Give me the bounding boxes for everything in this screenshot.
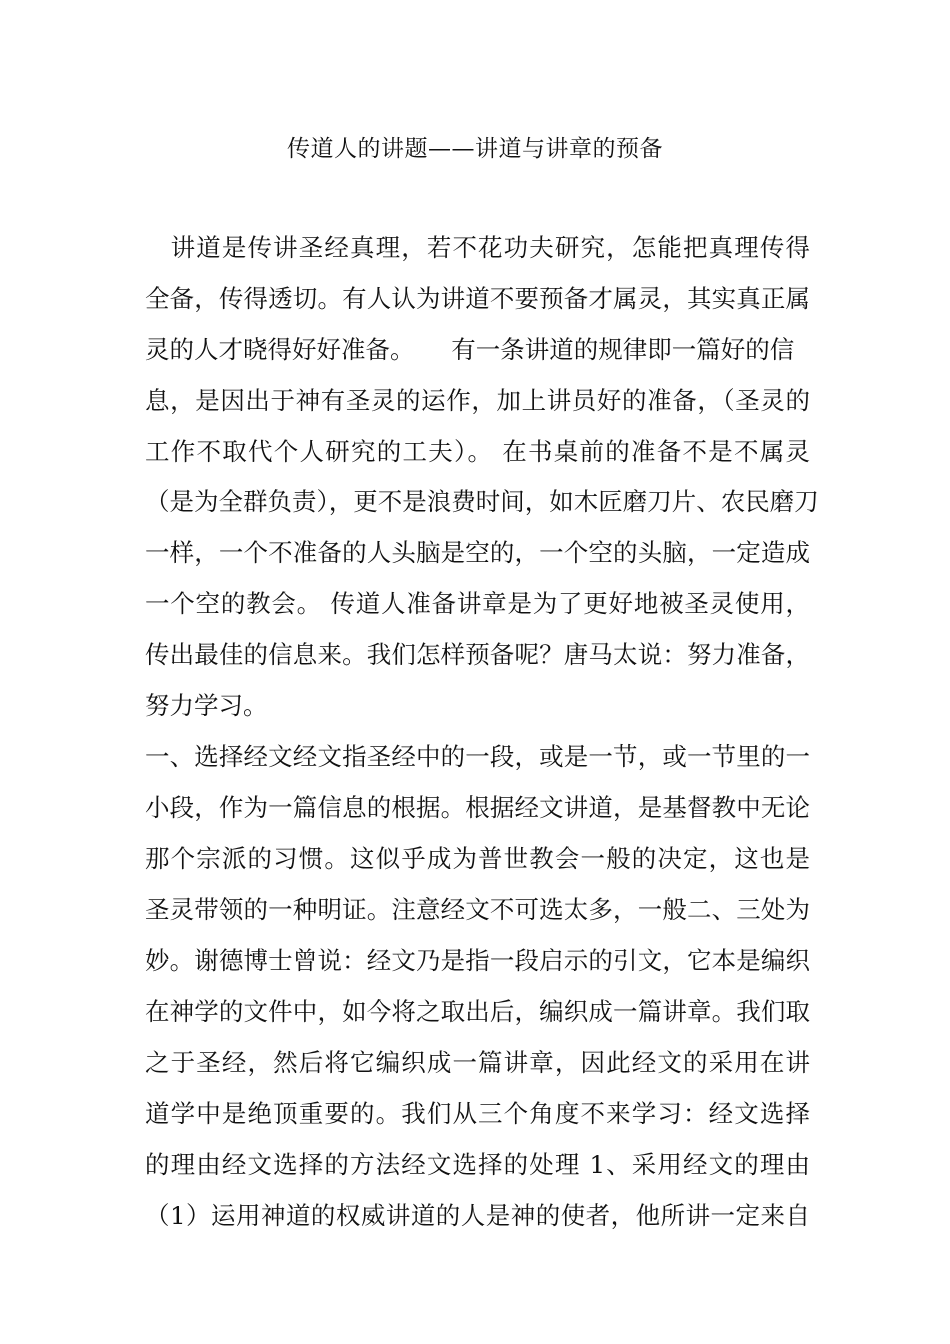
body-line-1: 讲道是传讲圣经真理，若不花功夫研究，怎能把真理传得 [145,233,810,262]
body-line-7: 一样，一个不准备的人头脑是空的，一个空的头脑，一定造成 [145,538,810,567]
body-line-13: 那个宗派的习惯。这似乎成为普世教会一般的决定，这也是 [145,844,810,873]
body-line-9: 传出最佳的信息来。我们怎样预备呢？唐马太说：努力准备， [145,640,810,669]
body-line-14: 圣灵带领的一种明证。注意经文不可选太多，一般二、三处为 [145,895,810,924]
body-line-8: 一个空的教会。 传道人准备讲章是为了更好地被圣灵使用， [145,589,810,618]
body-line-15: 妙。谢德博士曾说：经文乃是指一段启示的引文，它本是编织 [145,946,810,975]
body-line-2: 全备，传得透切。有人认为讲道不要预备才属灵，其实真正属 [145,284,810,313]
document-title: 传道人的讲题——讲道与讲章的预备 [287,136,663,162]
body-line-16: 在神学的文件中，如今将之取出后，编织成一篇讲章。我们取 [145,997,810,1026]
body-line-4: 息，是因出于神有圣灵的运作，加上讲员好的准备，（圣灵的 [145,386,810,415]
body-line-5: 工作不取代个人研究的工夫）。 在书桌前的准备不是不属灵 [145,437,810,466]
body-line-6: （是为全群负责），更不是浪费时间，如木匠磨刀片、农民磨刀 [145,487,819,516]
body-line-3: 灵的人才晓得好好准备。 有一条讲道的规律即一篇好的信 [145,335,795,364]
body-line-17: 之于圣经，然后将它编织成一篇讲章，因此经文的采用在讲 [145,1048,810,1077]
body-line-12: 小段，作为一篇信息的根据。根据经文讲道，是基督教中无论 [145,793,810,822]
body-line-20: （1）运用神道的权威讲道的人是神的使者，他所讲一定来自 [145,1201,810,1230]
body-line-10: 努力学习。 [145,691,268,720]
body-line-11: 一、选择经文经文指圣经中的一段，或是一节，或一节里的一 [145,742,810,771]
body-line-19: 的理由经文选择的方法经文选择的处理 1、采用经文的理由 [145,1150,810,1179]
body-line-18: 道学中是绝顶重要的。我们从三个角度不来学习：经文选择 [145,1099,810,1128]
